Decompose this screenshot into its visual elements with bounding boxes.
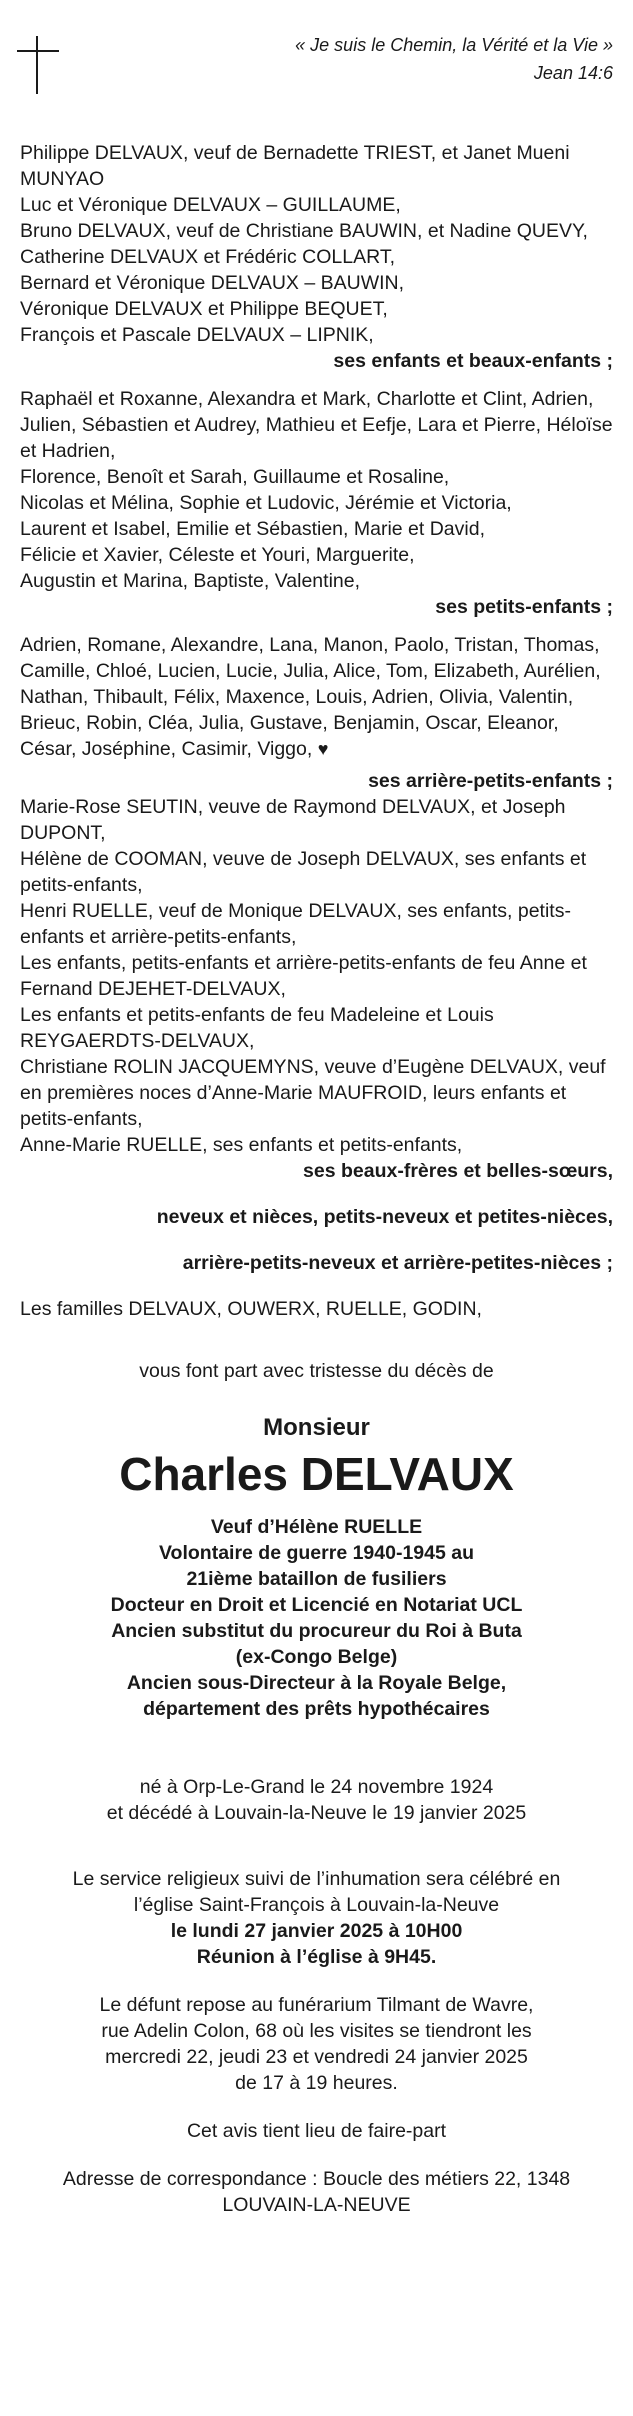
- visits-line: de 17 à 19 heures.: [235, 2072, 398, 2094]
- credential-line: département des prêts hypothécaires: [143, 1698, 490, 1720]
- family-line: Henri RUELLE, veuf de Monique DELVAUX, ses enfants, petits-enfants et arrière-petits-enfants,: [20, 900, 571, 948]
- family-line: Catherine DELVAUX et Frédéric COLLART,: [20, 246, 395, 268]
- family-line: François et Pascale DELVAUX – LIPNIK,: [20, 324, 374, 346]
- verse-quote: « Je suis le Chemin, la Vérité et la Vie »: [295, 35, 613, 55]
- life-dates: [20, 1774, 613, 1826]
- family-line: Nicolas et Mélina, Sophie et Ludovic, Jérémie et Victoria,: [20, 492, 512, 514]
- family-line: Anne-Marie RUELLE, ses enfants et petits-enfants,: [20, 1134, 463, 1156]
- address-line: LOUVAIN-LA-NEUVE: [222, 2194, 411, 2216]
- cross-icon: [17, 36, 59, 94]
- great-grandchildren-text: Adrien, Romane, Alexandre, Lana, Manon, Paolo, Tristan, Thomas, Camille, Chloé, Lucien, Lucie, Julia, Alice, Tom, Elizabeth, Aurélien, Nathan, Thibault, Félix, Maxence, Louis, Adrien, Olivia, Valentin, Brieuc, Robin, Cléa, Julia, Gustave, Benjamin, Oscar, Eleanor, César, Joséphine, Casimir, Viggo,: [20, 634, 601, 760]
- children-label: ses enfants et beaux-enfants ;: [333, 350, 613, 372]
- credential-line: Veuf d’Hélène RUELLE: [210, 1516, 423, 1538]
- family-line: Luc et Véronique DELVAUX – GUILLAUME,: [20, 194, 401, 216]
- announcement: vous font part avec tristesse du décès de: [139, 1360, 494, 1382]
- bible-verse: [295, 31, 613, 87]
- heart-icon: ♥: [317, 739, 329, 759]
- family-line: Les enfants, petits-enfants et arrière-petits-enfants de feu Anne et Fernand DEJEHET-DELVAUX,: [20, 952, 587, 1000]
- great-nephews-label: arrière-petits-neveux et arrière-petites-nièces ;: [182, 1252, 613, 1274]
- family-line: Hélène de COOMAN, veuve de Joseph DELVAUX, ses enfants et petits-enfants,: [20, 848, 587, 896]
- credentials: [20, 1514, 613, 1722]
- service-line: l’église Saint-François à Louvain-la-Neuve: [133, 1894, 500, 1916]
- family-line: Bernard et Véronique DELVAUX – BAUWIN,: [20, 272, 405, 294]
- visits-line: Le défunt repose au funérarium Tilmant de Wavre,: [99, 1994, 534, 2016]
- notice-line: Cet avis tient lieu de faire-part: [186, 2120, 447, 2142]
- verse-reference: Jean 14:6: [533, 63, 613, 83]
- family-line: Julien, Sébastien et Audrey, Mathieu et Eefje, Lara et Pierre, Héloïse et Hadrien,: [20, 414, 613, 462]
- children-section: [20, 140, 613, 374]
- credential-line: Volontaire de guerre 1940-1945 au: [158, 1542, 475, 1564]
- in-laws-label: ses beaux-frères et belles-sœurs,: [303, 1160, 613, 1182]
- family-line: Augustin et Marina, Baptiste, Valentine,: [20, 570, 361, 592]
- family-line: Raphaël et Roxanne, Alexandra et Mark, Charlotte et Clint, Adrien,: [20, 388, 594, 410]
- family-line: Florence, Benoît et Sarah, Guillaume et Rosaline,: [20, 466, 450, 488]
- family-line: Bruno DELVAUX, veuf de Christiane BAUWIN, et Nadine QUEVY,: [20, 220, 588, 242]
- birth-line: né à Orp-Le-Grand le 24 novembre 1924: [139, 1776, 494, 1798]
- service-date: le lundi 27 janvier 2025 à 10H00: [170, 1920, 463, 1942]
- family-line: Véronique DELVAUX et Philippe BEQUET,: [20, 298, 388, 320]
- visits-info: [20, 1992, 613, 2096]
- deceased-name: Charles DELVAUX: [119, 1448, 514, 1500]
- great-grandchildren-label: ses arrière-petits-enfants ;: [368, 770, 613, 792]
- family-line: Christiane ROLIN JACQUEMYNS, veuve d’Eugène DELVAUX, veuf en premières noces d’Anne-Marie MAUFROID, leurs enfants et petits-enfants,: [20, 1056, 606, 1130]
- service-meeting: Réunion à l’église à 9H45.: [196, 1946, 437, 1968]
- nephews-label: neveux et nièces, petits-neveux et petites-nièces,: [156, 1206, 613, 1228]
- credential-line: Ancien substitut du procureur du Roi à Buta: [111, 1620, 522, 1642]
- in-laws-section: [20, 794, 613, 1184]
- service-info: [20, 1866, 613, 1970]
- great-grandchildren-section: [20, 632, 613, 794]
- family-line: Philippe DELVAUX, veuf de Bernadette TRIEST, et Janet Mueni MUNYAO: [20, 142, 570, 190]
- visits-line: mercredi 22, jeudi 23 et vendredi 24 janvier 2025: [105, 2046, 528, 2068]
- notice-body: [20, 140, 613, 2218]
- credential-line: (ex-Congo Belge): [235, 1646, 398, 1668]
- credential-line: Ancien sous-Directeur à la Royale Belge,: [126, 1672, 507, 1694]
- credential-line: Docteur en Droit et Licencié en Notariat UCL: [110, 1594, 523, 1616]
- grandchildren-label: ses petits-enfants ;: [435, 596, 613, 618]
- address-line: Adresse de correspondance : Boucle des métiers 22, 1348: [62, 2168, 571, 2190]
- death-line: et décédé à Louvain-la-Neuve le 19 janvier 2025: [106, 1802, 527, 1824]
- families-line: Les familles DELVAUX, OUWERX, RUELLE, GODIN,: [20, 1298, 482, 1320]
- family-line: Marie-Rose SEUTIN, veuve de Raymond DELVAUX, et Joseph DUPONT,: [20, 796, 566, 844]
- deceased-title: Monsieur: [263, 1414, 370, 1441]
- great-grandchildren-names: [20, 632, 613, 762]
- credential-line: 21ième bataillon de fusiliers: [186, 1568, 447, 1590]
- correspondence-address: [20, 2166, 613, 2218]
- family-line: Félicie et Xavier, Céleste et Youri, Marguerite,: [20, 544, 415, 566]
- family-line: Les enfants et petits-enfants de feu Madeleine et Louis REYGAERDTS-DELVAUX,: [20, 1004, 494, 1052]
- service-line: Le service religieux suivi de l’inhumation sera célébré en: [72, 1868, 561, 1890]
- visits-line: rue Adelin Colon, 68 où les visites se tiendront les: [101, 2020, 532, 2042]
- family-line: Laurent et Isabel, Emilie et Sébastien, Marie et David,: [20, 518, 485, 540]
- grandchildren-section: [20, 386, 613, 620]
